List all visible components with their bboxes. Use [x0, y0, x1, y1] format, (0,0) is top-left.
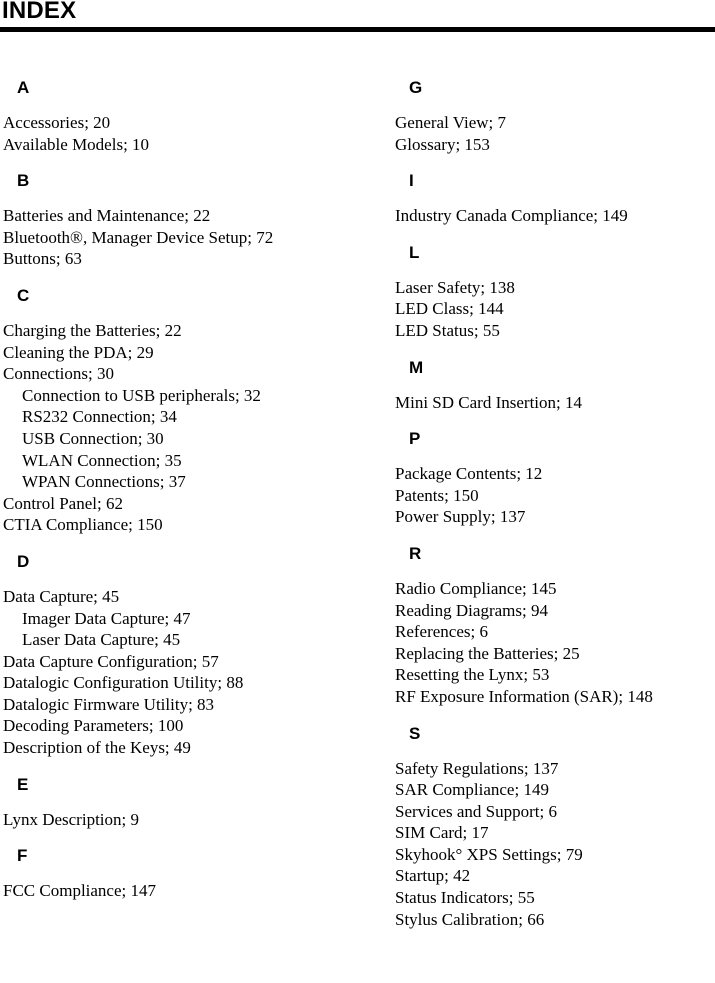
group-letter-heading: S	[409, 723, 421, 743]
index-entry: Datalogic Firmware Utility; 83	[3, 694, 215, 714]
index-entry: Description of the Keys; 49	[3, 738, 191, 758]
group-letter-heading: R	[409, 543, 422, 563]
index-group-l	[395, 243, 715, 342]
index-entry-list	[3, 205, 333, 270]
index-column-right	[395, 72, 715, 946]
index-group-p	[395, 429, 715, 528]
index-entry: LED Class; 144	[395, 299, 504, 319]
index-entry: CTIA Compliance; 150	[3, 515, 163, 535]
index-entry: Buttons; 63	[3, 249, 82, 269]
index-entry: Batteries and Maintenance; 22	[3, 206, 211, 226]
index-entry: Industry Canada Compliance; 149	[395, 206, 628, 226]
index-entry: Glossary; 153	[395, 134, 490, 154]
index-entry: Radio Compliance; 145	[395, 578, 557, 598]
group-letter-heading: F	[17, 846, 28, 866]
index-entry: Accessories; 20	[3, 113, 111, 132]
group-letter-heading: L	[409, 242, 420, 262]
index-entry-list	[395, 112, 715, 155]
index-entry: Replacing the Batteries; 25	[395, 643, 580, 663]
group-letter-heading: D	[17, 551, 30, 571]
group-letter-heading: B	[17, 171, 30, 191]
index-entry: Data Capture Configuration; 57	[3, 651, 219, 671]
index-subentry: Connection to USB peripherals; 32	[22, 385, 261, 405]
index-entry-list	[3, 320, 333, 536]
index-group-g	[395, 78, 715, 155]
index-entry: SIM Card; 17	[395, 823, 489, 843]
index-entry: FCC Compliance; 147	[3, 881, 156, 901]
index-entry: Control Panel; 62	[3, 493, 123, 513]
index-entry: Package Contents; 12	[395, 464, 543, 484]
index-group-f	[3, 846, 333, 902]
index-subentry: Imager Data Capture; 47	[22, 608, 191, 628]
index-entry: Services and Support; 6	[395, 801, 557, 821]
index-entry: Lynx Description; 9	[3, 809, 139, 829]
index-entry: Cleaning the PDA; 29	[3, 342, 154, 362]
index-entry-list	[395, 205, 715, 227]
index-subentry: WLAN Connection; 35	[22, 450, 182, 470]
index-group-m	[395, 358, 715, 414]
index-entry: Safety Regulations; 137	[395, 758, 559, 778]
group-letter-heading: A	[17, 78, 30, 97]
index-entry-list	[395, 578, 715, 708]
group-letter-heading: M	[409, 357, 424, 377]
index-entry: Startup; 42	[395, 866, 471, 886]
index-entry: Datalogic Configuration Utility; 88	[3, 673, 244, 693]
group-letter-heading: E	[17, 774, 29, 794]
index-entry: Stylus Calibration; 66	[395, 909, 545, 929]
group-letter-heading: G	[409, 78, 423, 97]
index-entry: LED Status; 55	[395, 320, 500, 340]
index-group-r	[395, 544, 715, 708]
page-title: INDEX	[2, 0, 77, 24]
index-entry: RF Exposure Information (SAR); 148	[395, 686, 653, 706]
index-entry: Laser Safety; 138	[395, 277, 515, 297]
index-subentry: RS232 Connection; 34	[22, 407, 177, 427]
index-entry: Bluetooth®, Manager Device Setup; 72	[3, 227, 274, 247]
index-entry: Charging the Batteries; 22	[3, 320, 182, 340]
index-entry: Connections; 30	[3, 364, 114, 384]
index-group-b	[3, 171, 333, 270]
index-entry: SAR Compliance; 149	[395, 780, 549, 800]
title-divider	[0, 27, 715, 32]
group-letter-heading: C	[17, 285, 30, 305]
index-group-a	[3, 78, 333, 155]
index-subentry: WPAN Connections; 37	[22, 472, 186, 492]
index-entry-list	[3, 586, 333, 759]
index-entry: Available Models; 10	[3, 134, 150, 154]
index-entry: Reading Diagrams; 94	[395, 600, 548, 620]
index-entry: Data Capture; 45	[3, 586, 120, 606]
index-entry-list	[3, 112, 333, 155]
group-letter-heading: P	[409, 429, 421, 449]
index-group-c	[3, 286, 333, 536]
index-entry: General View; 7	[395, 113, 507, 132]
index-subentry: USB Connection; 30	[22, 428, 164, 448]
index-entry: Skyhook° XPS Settings; 79	[395, 844, 583, 864]
group-letter-heading: I	[409, 171, 414, 191]
index-entry-list	[3, 809, 333, 831]
index-group-i	[395, 171, 715, 227]
index-group-e	[3, 775, 333, 831]
index-column-left	[3, 72, 333, 918]
index-entry: Resetting the Lynx; 53	[395, 665, 550, 685]
index-group-d	[3, 552, 333, 759]
index-group-s	[395, 724, 715, 931]
index-entry-list	[395, 392, 715, 414]
index-entry: Mini SD Card Insertion; 14	[395, 392, 582, 412]
index-entry-list	[3, 880, 333, 902]
index-entry-list	[395, 277, 715, 342]
index-entry: Power Supply; 137	[395, 507, 526, 527]
index-entry-list	[395, 758, 715, 931]
index-entry: References; 6	[395, 622, 488, 642]
index-entry: Decoding Parameters; 100	[3, 716, 184, 736]
index-entry-list	[395, 463, 715, 528]
index-subentry: Laser Data Capture; 45	[22, 630, 181, 650]
index-entry: Patents; 150	[395, 485, 479, 505]
index-entry: Status Indicators; 55	[395, 888, 535, 908]
